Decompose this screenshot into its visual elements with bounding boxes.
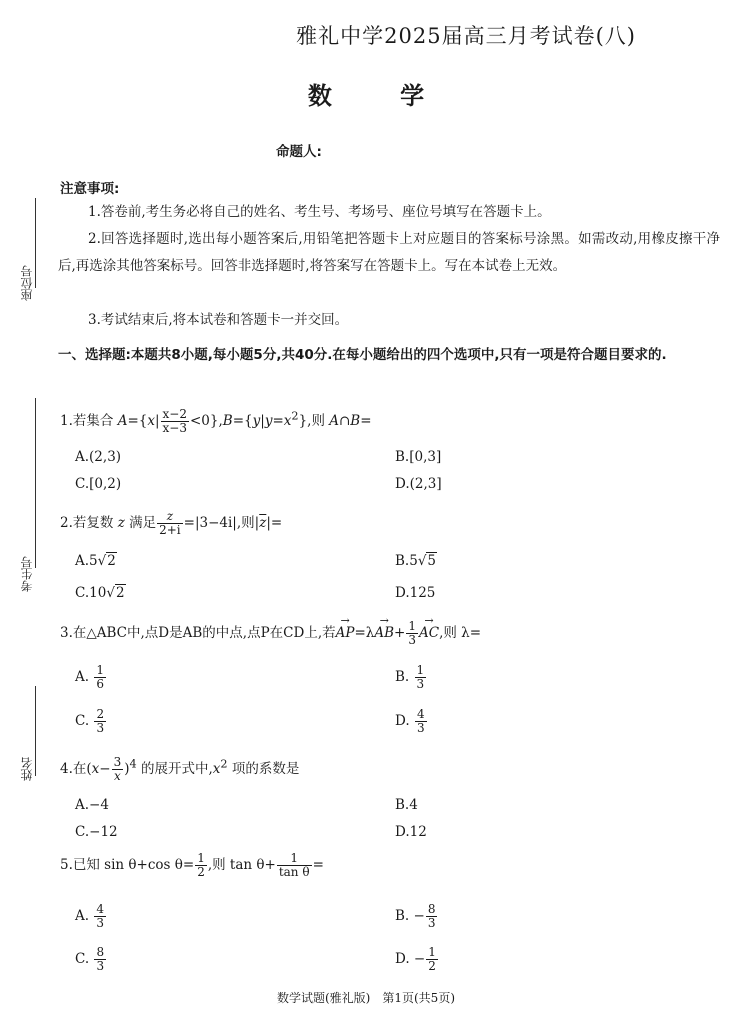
q3-option-d: D. $\frac{4}{3}$ (395, 707, 425, 735)
question-5: 5.已知 sin θ+cos θ= $\frac{1}{2}$ ,则 tan θ+ $\frac{1}{\text{tan θ}}$ = (60, 851, 324, 879)
notice-item-1: 1.答卷前,考生务必将自己的姓名、考生号、考场号、座位号填写在答题卡上。 (88, 204, 551, 220)
q5-option-d: D. − $\frac{1}{2}$ (395, 945, 436, 973)
page-footer: 数学试题(雅礼版) 第1页(共5页) (277, 991, 455, 1005)
q2-option-b: B.5√5 (395, 553, 437, 569)
question-2: 2.若复数 z 满足 $\frac{z}{2+i}$ =|3−4i|,则$|\overline{z}|=$ (60, 509, 283, 537)
exam-title: 雅礼中学2025届高三月考试卷(八) (296, 24, 636, 48)
q1-option-c: C.[0,2) (75, 476, 122, 492)
q2-option-d: D.125 (395, 585, 436, 601)
q3-option-b: B. $\frac{1}{3}$ (395, 663, 425, 691)
q2-option-a: A.5√2 (75, 553, 116, 569)
question-4: 4.在(x− $\frac{3}{x}$ )$^4$ 的展开式中$,x^2$ 项的系数是 (60, 755, 300, 783)
binding-line-name (35, 686, 36, 776)
q2-option-c: C.10√2 (75, 585, 125, 601)
subject-title: 数 学 (307, 82, 455, 110)
q4-option-c: C.−12 (75, 824, 118, 840)
notice-item-2: 2.回答选择题时,选出每小题答案后,用铅笔把答题卡上对应题目的答案标号涂黑。如需改动,用橡皮擦干净后,再选涂其他答案标号。回答非选择题时,将答案写在答题卡上。写在本试卷上无效。 (58, 231, 720, 274)
notice-heading: 注意事项: (60, 181, 120, 197)
q1-option-a: A.(2,3) (75, 449, 122, 465)
q5-option-c: C. $\frac{8}{3}$ (75, 945, 105, 973)
q4-option-a: A.−4 (75, 797, 109, 813)
binding-line-seat (35, 198, 36, 288)
author-label: 命题人: (276, 144, 322, 160)
q1-option-b: B.[0,3] (395, 449, 442, 465)
q4-option-b: B.4 (395, 797, 418, 813)
exam-no-label: 考生号 (20, 556, 34, 592)
q4-option-d: D.12 (395, 824, 427, 840)
q5-option-a: A. $\frac{4}{3}$ (75, 902, 104, 930)
q1-option-d: D.(2,3] (395, 476, 442, 492)
q3-option-c: C. $\frac{2}{3}$ (75, 707, 105, 735)
seat-label: 座位号 (20, 265, 34, 301)
notice-item-3: 3.考试结束后,将本试卷和答题卡一并交回。 (88, 312, 349, 328)
name-label: 姓名 (20, 757, 34, 781)
q5-option-b: B. − $\frac{8}{3}$ (395, 902, 436, 930)
binding-line-exam-no (35, 398, 36, 568)
question-3: 3.在△ABC中,点D是AB的中点,点P在CD上,若→ AP=λ→ AB+ $\frac{1}{3}$ → AC,则 λ= (60, 620, 481, 647)
q3-option-a: A. $\frac{1}{6}$ (75, 663, 104, 691)
section-heading: 一、选择题:本题共8小题,每小题5分,共40分.在每小题给出的四个选项中,只有一项是符合题目要求的. (58, 347, 667, 363)
question-1: 1.若集合 A={x| $\frac{x-2}{x-3}$ $<0\},B=\{y|y=x^2\}$,则 A∩B= (60, 407, 372, 435)
